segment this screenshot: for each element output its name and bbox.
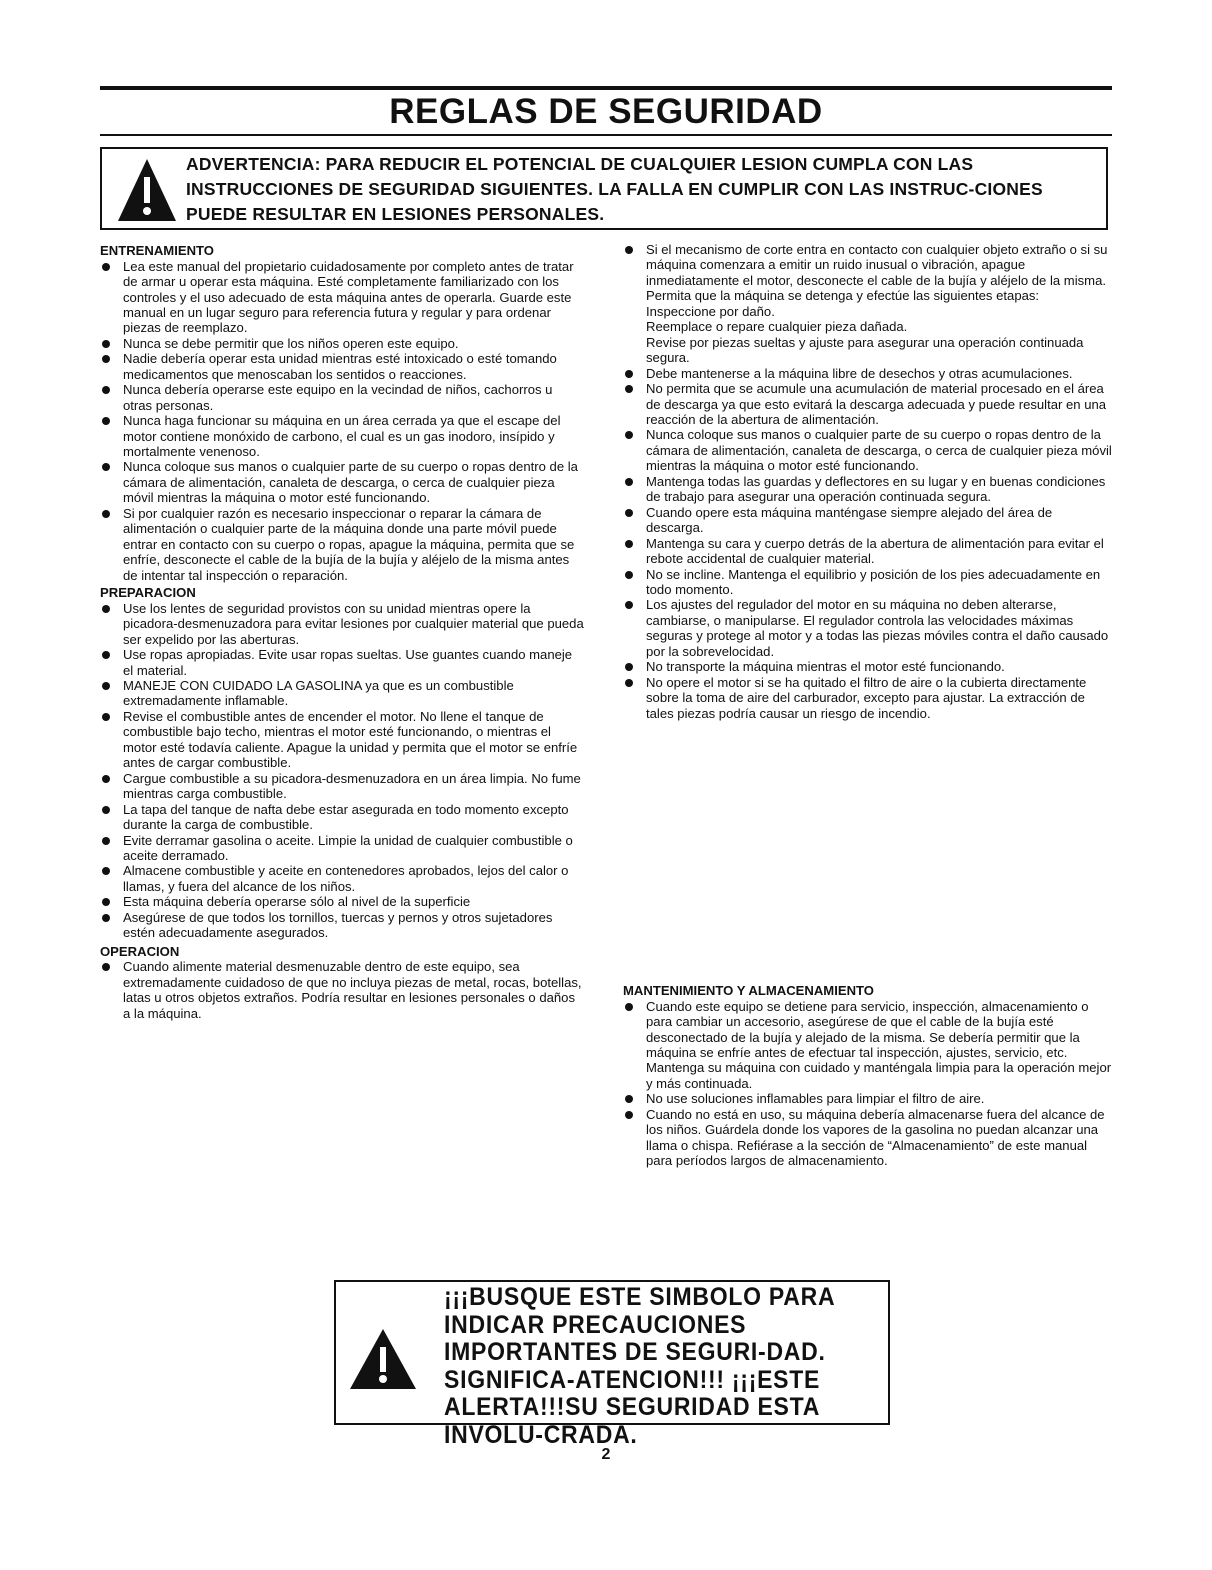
warning-box	[100, 147, 1108, 230]
list-item: No transporte la máquina mientras el motor esté funcionando.	[623, 659, 1113, 674]
list-item: Nunca coloque sus manos o cualquier parte de su cuerpo o ropas dentro de la cámara de alimentación, canaleta de descarga, o cerca de cualquier pieza móvil mientras la máquina o motor esté funcionando.	[100, 459, 585, 505]
list-item	[623, 242, 1113, 366]
page-number: 2	[601, 1446, 611, 1463]
safety-symbol-notice	[334, 1280, 890, 1449]
operation-list-continued	[623, 242, 1113, 721]
right-column	[623, 242, 1113, 721]
list-item: Cuando alimente material desmenuzable dentro de este equipo, sea extremadamente cuidadoso de que no incluya piezas de metal, rocas, botellas, latas u otros objetos extraños. Podría resultar en lesiones personales o daños a la máquina.	[100, 959, 585, 1021]
warning-triangle-icon	[348, 1327, 418, 1391]
preparation-list	[100, 601, 585, 941]
list-item: Si por cualquier razón es necesario inspeccionar o reparar la cámara de alimentación o cualquier parte de la máquina donde una parte móvil puede entrar en contacto con su cuerpo o ropas, apague la máquina, permita que se enfríe, desconecte el cable de la bujía de la bujía y aléjelo de la misma antes de intentar tal inspección o reparación.	[100, 506, 585, 583]
list-item: Lea este manual del propietario cuidadosamente por completo antes de tratar de armar u operar esta máquina. Esté completamente familiarizado con los controles y el uso adecuado de esta máquina antes de operarla. Guarde este manual en un lugar seguro para referencia futura y regular y para ordenar piezas de reemplazo.	[100, 259, 585, 336]
list-item: Use ropas apropiadas. Evite usar ropas sueltas. Use guantes cuando maneje el material.	[100, 647, 585, 678]
operation-list	[100, 959, 585, 1021]
list-item: Mantenga todas las guardas y deflectores en su lugar y en buenas condiciones de trabajo para asegurar una operación continuada segura.	[623, 474, 1113, 505]
list-item: Nunca se debe permitir que los niños operen este equipo.	[100, 336, 585, 351]
list-item: Nunca haga funcionar su máquina en un área cerrada ya que el escape del motor contiene monóxido de carbono, el cual es un gas inodoro, insípido y mortalmente venenoso.	[100, 413, 585, 459]
list-item: Mantenga su cara y cuerpo detrás de la abertura de alimentación para evitar el rebote accidental de cualquier material.	[623, 536, 1113, 567]
list-item: Cargue combustible a su picadora-desmenuzadora en un área limpia. No fume mientras carga combustible.	[100, 771, 585, 802]
list-item: Debe mantenerse a la máquina libre de desechos y otras acumulaciones.	[623, 366, 1113, 381]
title-rule	[100, 134, 1112, 136]
list-item: No use soluciones inflamables para limpiar el filtro de aire.	[623, 1091, 1113, 1106]
step-text: Reemplace o repare cualquier pieza dañada.	[646, 319, 908, 335]
step-text: Inspeccione por daño.	[646, 303, 775, 319]
top-rule-thick	[100, 86, 1112, 90]
section-heading-training: ENTRENAMIENTO	[100, 243, 214, 258]
list-item: Nunca debería operarse este equipo en la vecindad de niños, cachorros u otras personas.	[100, 382, 585, 413]
list-item: Almacene combustible y aceite en contenedores aprobados, lejos del calor o llamas, y fuera del alcance de los niños.	[100, 863, 585, 894]
list-item: Cuando no está en uso, su máquina debería almacenarse fuera del alcance de los niños. Guárdela donde los vapores de la gasolina no puedan alcanzar una llama o chispa. Refiérase a la sección de “Almacenamiento” de este manual para períodos largos de almacenamiento.	[623, 1107, 1113, 1169]
list-item: Esta máquina debería operarse sólo al nivel de la superficie	[100, 894, 585, 909]
list-item: Cuando opere esta máquina manténgase siempre alejado del área de descarga.	[623, 505, 1113, 536]
section-heading-preparation: PREPARACION	[100, 585, 196, 601]
section-heading-maintenance: MANTENIMIENTO Y ALMACENAMIENTO	[623, 983, 874, 998]
safety-symbol-text: ¡¡¡BUSQUE ESTE SIMBOLO PARA INDICAR PRECAUCIONES IMPORTANTES DE SEGURI-DAD. SIGNIFICA-ATENCION!!! ¡¡¡ESTE ALERTA!!!SU SEGURIDAD ESTA INVOLU-CRADA.	[444, 1283, 835, 1449]
list-item: Asegúrese de que todos los tornillos, tuercas y pernos y otros sujetadores estén adecuadamente asegurados.	[100, 910, 585, 941]
list-item: Nunca coloque sus manos o cualquier parte de su cuerpo o ropas dentro de la cámara de alimentación, canaleta de descarga, o cerca de cualquier pieza móvil mientras la máquina o motor esté funcionando.	[623, 427, 1113, 473]
left-column	[100, 242, 585, 1021]
list-item: Cuando este equipo se detiene para servicio, inspección, almacenamiento o para cambiar un accesorio, asegúrese de que el cable de la bujía esté desconectado de la bujía y alejado de la misma. Se debería permitir que la máquina se enfríe antes de efectuar tal inspección, ajustes, servicio, etc. Mantenga su máquina con cuidado y manténgala limpia para la operación mejor y más continuada.	[623, 999, 1113, 1092]
list-item: Los ajustes del regulador del motor en su máquina no deben alterarse, cambiarse, o manipularse. El regulador controla las velocidades máximas seguras y protege al motor y a todas las piezas móviles contra el daño causado por la sobrevelocidad.	[623, 597, 1113, 659]
list-item: Nadie debería operar esta unidad mientras esté intoxicado o esté tomando medicamentos que menoscaban los sentidos o reacciones.	[100, 351, 585, 382]
list-item: No opere el motor si se ha quitado el filtro de aire o la cubierta directamente sobre la toma de aire del carburador, excepto para ajustar. La extracción de tales piezas podría causar un riesgo de incendio.	[623, 675, 1113, 721]
list-item: No se incline. Mantenga el equilibrio y posición de los pies adecuadamente en todo momento.	[623, 567, 1113, 598]
maintenance-section	[623, 983, 1113, 1169]
page-title: REGLAS DE SEGURIDAD	[389, 92, 823, 131]
list-item: La tapa del tanque de nafta debe estar asegurada en todo momento excepto durante la carga de combustible.	[100, 802, 585, 833]
list-item: Evite derramar gasolina o aceite. Limpie la unidad de cualquier combustible o aceite derramado.	[100, 833, 585, 864]
warning-triangle-icon	[116, 157, 178, 223]
maintenance-list	[623, 999, 1113, 1169]
list-item: MANEJE CON CUIDADO LA GASOLINA ya que es un combustible extremadamente inflamable.	[100, 678, 585, 709]
list-item-text: Si el mecanismo de corte entra en contacto con cualquier objeto extraño o si su máquina comenzara a emitir un ruido inusual o vibración, apague inmediatamente el motor, desconecte el cable de la bujía y aléjelo de la misma. Permita que la máquina se detenga y efectúe las siguientes etapas:	[646, 242, 1108, 304]
list-item: Use los lentes de seguridad provistos con su unidad mientras opere la picadora-desmenuzadora para evitar lesiones por cualquier material que pueda ser expelido por las aberturas.	[100, 601, 585, 647]
section-heading-operation: OPERACION	[100, 943, 180, 959]
list-item: No permita que se acumule una acumulación de material procesado en el área de descarga ya que esto evitará la descarga adecuada y puede resultar en una reacción de la abertura de alimentación.	[623, 381, 1113, 427]
training-list	[100, 259, 585, 584]
list-item: Revise el combustible antes de encender el motor. No llene el tanque de combustible bajo techo, mientras el motor esté funcionando, o mientras el motor esté todavía caliente. Apague la unidad y permita que el motor se enfríe antes de cargar combustible.	[100, 709, 585, 771]
warning-text: ADVERTENCIA: PARA REDUCIR EL POTENCIAL DE CUALQUIER LESION CUMPLA CON LAS INSTRUCCIONES DE SEGURIDAD SIGUIENTES. LA FALLA EN CUMPLIR CON LAS INSTRUC-CIONES PUEDE RESULTAR EN LESIONES PERSONALES.	[186, 154, 1043, 224]
step-text: Revise por piezas sueltas y ajuste para asegurar una operación continuada segura.	[646, 334, 1084, 366]
